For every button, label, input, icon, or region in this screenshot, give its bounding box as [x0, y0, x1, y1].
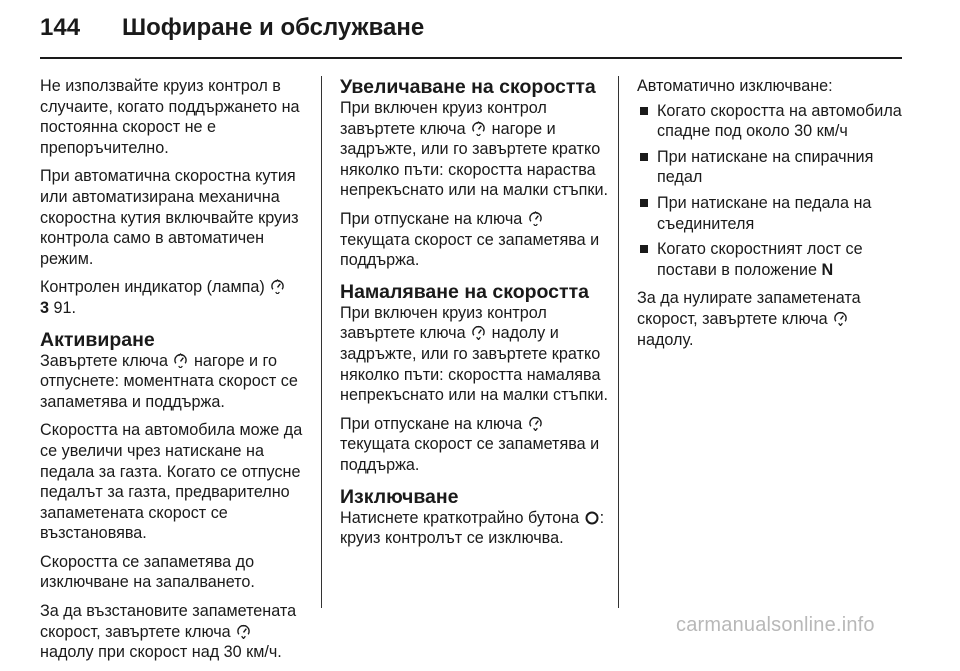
cruise-set-icon	[528, 416, 543, 431]
header-rule	[40, 57, 902, 59]
text: надолу и задръжте, или го завъртете кратко няколко пъти: скоростта намалява непрекъснато или на малки стъпки.	[340, 324, 609, 405]
cruise-set-icon	[471, 325, 486, 340]
text: Натиснете краткотрайно бутона	[340, 508, 580, 527]
cruise-set-icon	[833, 311, 848, 326]
text: При включен круиз контрол завъртете ключа	[340, 99, 547, 138]
watermark: carmanualsonline.info	[676, 614, 875, 636]
page-ref-arrow-icon: 3	[40, 298, 50, 317]
section-heading-activate: Активиране	[40, 328, 155, 351]
text: текущата скорост се запаметява и поддържа.	[340, 230, 600, 270]
cruise-resume-icon	[173, 353, 188, 368]
text: нагоре и го отпуснете: моментната скорост се запаметява и поддържа.	[40, 351, 298, 411]
text: Когато скоростният лост се постави в положение	[657, 240, 863, 279]
text: Завъртете ключа	[40, 351, 168, 370]
page-number: 144	[40, 14, 81, 41]
paragraph	[340, 303, 612, 406]
page-header	[40, 14, 900, 54]
text: При отпускане на ключа	[340, 209, 523, 228]
cruise-set-icon	[236, 624, 251, 639]
gear-neutral-label: N	[821, 260, 834, 279]
paragraph	[340, 508, 612, 549]
text: За да възстановите запаметената скорост, завъртете ключа	[40, 602, 297, 641]
auto-off-list	[637, 101, 907, 281]
list-item: Когато скоростта на автомобила спадне под около 30 км/ч	[637, 101, 907, 142]
text: надолу при скорост над 30 км/ч.	[40, 643, 282, 662]
list-item: При натискане на педала на съединителя	[637, 193, 907, 234]
section-heading-increase: Увеличаване на скоростта	[340, 76, 596, 98]
paragraph	[40, 351, 308, 413]
text: При отпускане на ключа	[340, 414, 523, 433]
paragraph	[340, 414, 612, 476]
cruise-off-button-icon	[585, 511, 599, 525]
text: За да нулирате запаметената скорост, завъртете ключа	[637, 289, 861, 328]
cruise-resume-icon	[528, 211, 543, 226]
paragraph	[40, 601, 308, 663]
cruise-control-icon	[270, 279, 285, 294]
paragraph: Скоростта на автомобила може да се увеличи чрез натискане на педала за газта. Когато се отпусне педалът за газта, предварително запаметената скорост се възстановява.	[40, 421, 303, 543]
text: нагоре и задръжте, или го завъртете кратко няколко пъти: скоростта нараства непрекъснато или на малки стъпки.	[340, 119, 609, 200]
column-1	[40, 76, 308, 671]
column-3	[637, 76, 907, 358]
paragraph	[340, 98, 612, 201]
text: надолу.	[637, 330, 694, 349]
paragraph: Автоматично изключване:	[637, 77, 833, 95]
page-title: Шофиране и обслужване	[122, 14, 425, 41]
text: текущата скорост се запаметява и поддържа.	[340, 435, 600, 474]
list-item: При натискане на спирачния педал	[637, 147, 907, 188]
paragraph: Скоростта се запаметява до изключване на запалването.	[40, 552, 255, 592]
list-item	[637, 239, 907, 280]
text: : круиз контролът се изключва.	[340, 508, 605, 548]
paragraph: Не използвайте круиз контрол в случаите, когато поддържането на постоянна скорост не е препоръчително.	[40, 77, 300, 157]
cruise-resume-icon	[471, 121, 486, 136]
text: Контролен индикатор (лампа)	[40, 278, 265, 297]
paragraph	[340, 209, 612, 271]
column-divider	[321, 76, 322, 608]
section-heading-off: Изключване	[340, 485, 459, 508]
paragraph	[40, 277, 308, 318]
text: При включен круиз контрол завъртете ключа	[340, 303, 547, 343]
page-ref[interactable]: 91.	[53, 298, 77, 317]
column-divider	[618, 76, 619, 608]
column-2	[340, 76, 612, 557]
section-heading-decrease: Намаляване на скоростта	[340, 280, 589, 303]
paragraph	[637, 288, 907, 350]
paragraph: При автоматична скоростна кутия или автоматизирана механична скоростна кутия включвайте круиз контрола само в автоматичен режим.	[40, 167, 299, 268]
